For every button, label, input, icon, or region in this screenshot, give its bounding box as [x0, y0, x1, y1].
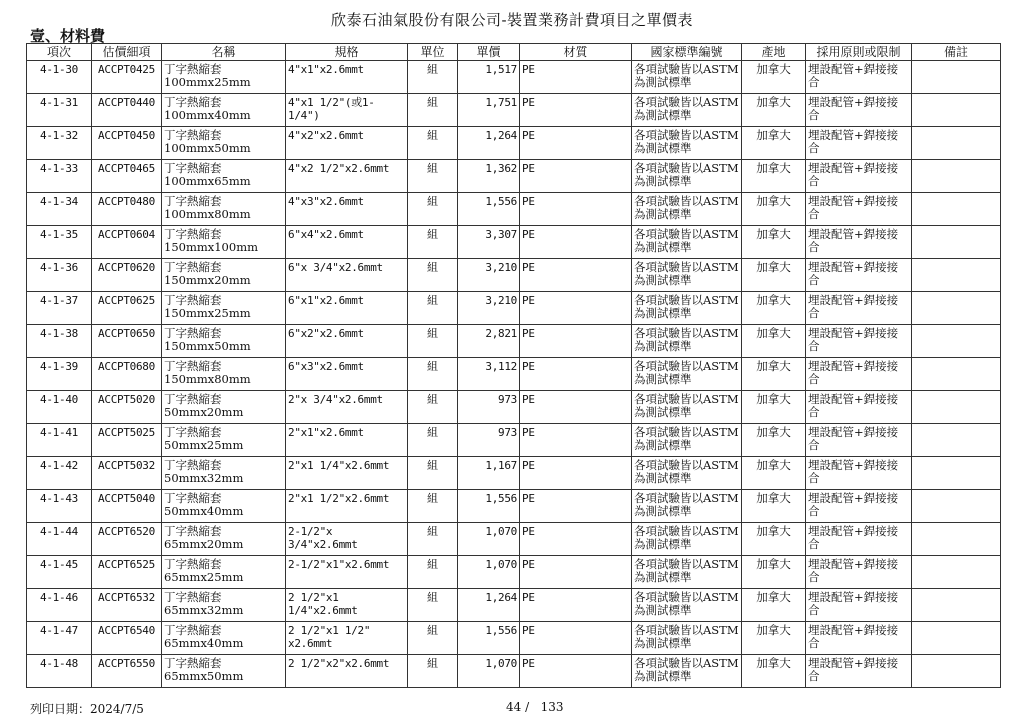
cell-note [912, 424, 1001, 457]
col-header-principle: 採用原則或限制 [806, 44, 912, 61]
col-header-spec: 規格 [286, 44, 408, 61]
table-row [27, 226, 1001, 259]
cell-note [912, 193, 1001, 226]
cell-name: 丁字熱縮套 100mmx65mm [162, 160, 286, 193]
cell-name: 丁字熱縮套 100mmx80mm [162, 193, 286, 226]
cell-principle: 埋設配管+銲接接合 [806, 655, 912, 688]
cell-standard: 各項試驗皆以ASTM為測試標準 [632, 259, 742, 292]
cell-spec: 2"x 3/4"x2.6mmt [286, 391, 408, 424]
cell-unit: 組 [408, 358, 458, 391]
table-row [27, 589, 1001, 622]
cell-note [912, 622, 1001, 655]
cell-unit: 組 [408, 94, 458, 127]
cell-note [912, 259, 1001, 292]
cell-price: 1,362 [458, 160, 520, 193]
cell-code: ACCPT0480 [92, 193, 162, 226]
cell-principle: 埋設配管+銲接接合 [806, 61, 912, 94]
cell-item-no: 4-1-34 [27, 193, 92, 226]
cell-material: PE [520, 556, 632, 589]
cell-price: 1,556 [458, 490, 520, 523]
cell-code: ACCPT0465 [92, 160, 162, 193]
cell-material: PE [520, 94, 632, 127]
cell-spec: 6"x4"x2.6mmt [286, 226, 408, 259]
cell-name: 丁字熱縮套 65mmx25mm [162, 556, 286, 589]
cell-unit: 組 [408, 226, 458, 259]
cell-material: PE [520, 358, 632, 391]
cell-code: ACCPT6540 [92, 622, 162, 655]
cell-spec: 2 1/2"x2"x2.6mmt [286, 655, 408, 688]
cell-principle: 埋設配管+銲接接合 [806, 94, 912, 127]
table-row [27, 424, 1001, 457]
cell-origin: 加拿大 [742, 424, 806, 457]
cell-price: 1,556 [458, 193, 520, 226]
cell-spec: 4"x3"x2.6mmt [286, 193, 408, 226]
cell-principle: 埋設配管+銲接接合 [806, 160, 912, 193]
cell-principle: 埋設配管+銲接接合 [806, 556, 912, 589]
cell-name: 丁字熱縮套 150mmx80mm [162, 358, 286, 391]
col-header-standard: 國家標準編號 [632, 44, 742, 61]
cell-price: 2,821 [458, 325, 520, 358]
cell-note [912, 457, 1001, 490]
cell-name: 丁字熱縮套 65mmx50mm [162, 655, 286, 688]
cell-unit: 組 [408, 490, 458, 523]
cell-origin: 加拿大 [742, 226, 806, 259]
cell-origin: 加拿大 [742, 655, 806, 688]
cell-code: ACCPT6525 [92, 556, 162, 589]
cell-item-no: 4-1-41 [27, 424, 92, 457]
cell-code: ACCPT0604 [92, 226, 162, 259]
cell-item-no: 4-1-38 [27, 325, 92, 358]
cell-unit: 組 [408, 61, 458, 94]
cell-standard: 各項試驗皆以ASTM為測試標準 [632, 160, 742, 193]
cell-origin: 加拿大 [742, 61, 806, 94]
cell-material: PE [520, 259, 632, 292]
table-header-row [27, 44, 1001, 61]
cell-spec: 2"x1 1/2"x2.6mmt [286, 490, 408, 523]
table-row [27, 61, 1001, 94]
cell-spec: 2"x1"x2.6mmt [286, 424, 408, 457]
cell-price: 1,070 [458, 655, 520, 688]
cell-spec: 2 1/2"x1 1/4"x2.6mmt [286, 589, 408, 622]
cell-unit: 組 [408, 655, 458, 688]
cell-name: 丁字熱縮套 65mmx40mm [162, 622, 286, 655]
table-row [27, 523, 1001, 556]
cell-price: 1,264 [458, 589, 520, 622]
cell-standard: 各項試驗皆以ASTM為測試標準 [632, 358, 742, 391]
cell-unit: 組 [408, 589, 458, 622]
cell-item-no: 4-1-45 [27, 556, 92, 589]
cell-origin: 加拿大 [742, 160, 806, 193]
cell-item-no: 4-1-47 [27, 622, 92, 655]
cell-origin: 加拿大 [742, 523, 806, 556]
cell-price: 1,556 [458, 622, 520, 655]
cell-code: ACCPT0620 [92, 259, 162, 292]
cell-code: ACCPT5032 [92, 457, 162, 490]
cell-item-no: 4-1-31 [27, 94, 92, 127]
cell-origin: 加拿大 [742, 391, 806, 424]
col-header-price: 單價 [458, 44, 520, 61]
cell-item-no: 4-1-37 [27, 292, 92, 325]
cell-origin: 加拿大 [742, 193, 806, 226]
cell-origin: 加拿大 [742, 259, 806, 292]
cell-material: PE [520, 457, 632, 490]
cell-standard: 各項試驗皆以ASTM為測試標準 [632, 226, 742, 259]
cell-note [912, 292, 1001, 325]
cell-note [912, 160, 1001, 193]
cell-price: 3,307 [458, 226, 520, 259]
cell-standard: 各項試驗皆以ASTM為測試標準 [632, 589, 742, 622]
cell-principle: 埋設配管+銲接接合 [806, 589, 912, 622]
cell-material: PE [520, 589, 632, 622]
cell-unit: 組 [408, 160, 458, 193]
cell-item-no: 4-1-32 [27, 127, 92, 160]
cell-note [912, 226, 1001, 259]
cell-spec: 4"x1"x2.6mmt [286, 61, 408, 94]
cell-price: 3,210 [458, 292, 520, 325]
cell-spec: 2-1/2"x1"x2.6mmt [286, 556, 408, 589]
col-header-material: 材質 [520, 44, 632, 61]
cell-unit: 組 [408, 556, 458, 589]
table-row [27, 193, 1001, 226]
cell-item-no: 4-1-43 [27, 490, 92, 523]
cell-spec: 2-1/2"x 3/4"x2.6mmt [286, 523, 408, 556]
cell-principle: 埋設配管+銲接接合 [806, 193, 912, 226]
cell-code: ACCPT5020 [92, 391, 162, 424]
col-header-note: 備註 [912, 44, 1001, 61]
cell-standard: 各項試驗皆以ASTM為測試標準 [632, 523, 742, 556]
cell-note [912, 490, 1001, 523]
cell-standard: 各項試驗皆以ASTM為測試標準 [632, 292, 742, 325]
cell-unit: 組 [408, 424, 458, 457]
cell-origin: 加拿大 [742, 556, 806, 589]
col-header-item-no: 項次 [27, 44, 92, 61]
cell-item-no: 4-1-33 [27, 160, 92, 193]
cell-item-no: 4-1-44 [27, 523, 92, 556]
cell-note [912, 61, 1001, 94]
cell-code: ACCPT6520 [92, 523, 162, 556]
cell-origin: 加拿大 [742, 490, 806, 523]
cell-price: 3,210 [458, 259, 520, 292]
cell-material: PE [520, 391, 632, 424]
col-header-code: 估價細項 [92, 44, 162, 61]
cell-material: PE [520, 160, 632, 193]
cell-price: 1,070 [458, 523, 520, 556]
cell-origin: 加拿大 [742, 127, 806, 160]
col-header-origin: 產地 [742, 44, 806, 61]
cell-spec: 6"x2"x2.6mmt [286, 325, 408, 358]
cell-note [912, 358, 1001, 391]
table-row [27, 391, 1001, 424]
cell-principle: 埋設配管+銲接接合 [806, 325, 912, 358]
cell-principle: 埋設配管+銲接接合 [806, 424, 912, 457]
cell-principle: 埋設配管+銲接接合 [806, 523, 912, 556]
cell-unit: 組 [408, 325, 458, 358]
cell-standard: 各項試驗皆以ASTM為測試標準 [632, 622, 742, 655]
cell-unit: 組 [408, 193, 458, 226]
cell-principle: 埋設配管+銲接接合 [806, 457, 912, 490]
cell-item-no: 4-1-36 [27, 259, 92, 292]
cell-unit: 組 [408, 292, 458, 325]
cell-price: 1,167 [458, 457, 520, 490]
cell-item-no: 4-1-30 [27, 61, 92, 94]
cell-price: 1,517 [458, 61, 520, 94]
cell-standard: 各項試驗皆以ASTM為測試標準 [632, 391, 742, 424]
cell-name: 丁字熱縮套 100mmx40mm [162, 94, 286, 127]
cell-name: 丁字熱縮套 50mmx20mm [162, 391, 286, 424]
cell-material: PE [520, 523, 632, 556]
table-row [27, 622, 1001, 655]
table-row [27, 358, 1001, 391]
cell-item-no: 4-1-46 [27, 589, 92, 622]
cell-code: ACCPT5040 [92, 490, 162, 523]
cell-material: PE [520, 424, 632, 457]
cell-price: 973 [458, 424, 520, 457]
cell-note [912, 523, 1001, 556]
table-row [27, 490, 1001, 523]
cell-material: PE [520, 61, 632, 94]
cell-name: 丁字熱縮套 150mmx50mm [162, 325, 286, 358]
cell-principle: 埋設配管+銲接接合 [806, 622, 912, 655]
cell-code: ACCPT0440 [92, 94, 162, 127]
cell-material: PE [520, 292, 632, 325]
cell-note [912, 325, 1001, 358]
cell-item-no: 4-1-48 [27, 655, 92, 688]
cell-code: ACCPT0625 [92, 292, 162, 325]
cell-material: PE [520, 655, 632, 688]
cell-code: ACCPT0425 [92, 61, 162, 94]
col-header-unit: 單位 [408, 44, 458, 61]
cell-note [912, 127, 1001, 160]
cell-price: 1,070 [458, 556, 520, 589]
cell-principle: 埋設配管+銲接接合 [806, 292, 912, 325]
cell-spec: 6"x1"x2.6mmt [286, 292, 408, 325]
cell-name: 丁字熱縮套 150mmx25mm [162, 292, 286, 325]
page-title: 欣泰石油氣股份有限公司-裝置業務計費項目之單價表 [330, 11, 694, 29]
cell-standard: 各項試驗皆以ASTM為測試標準 [632, 61, 742, 94]
cell-spec: 6"x 3/4"x2.6mmt [286, 259, 408, 292]
cell-name: 丁字熱縮套 65mmx32mm [162, 589, 286, 622]
cell-principle: 埋設配管+銲接接合 [806, 259, 912, 292]
cell-name: 丁字熱縮套 150mmx100mm [162, 226, 286, 259]
cell-unit: 組 [408, 457, 458, 490]
cell-item-no: 4-1-35 [27, 226, 92, 259]
cell-principle: 埋設配管+銲接接合 [806, 226, 912, 259]
cell-origin: 加拿大 [742, 325, 806, 358]
cell-material: PE [520, 193, 632, 226]
section-heading: 壹、材料費 [30, 27, 106, 45]
cell-origin: 加拿大 [742, 589, 806, 622]
cell-price: 3,112 [458, 358, 520, 391]
cell-standard: 各項試驗皆以ASTM為測試標準 [632, 193, 742, 226]
cell-note [912, 556, 1001, 589]
cell-origin: 加拿大 [742, 358, 806, 391]
cell-material: PE [520, 325, 632, 358]
cell-standard: 各項試驗皆以ASTM為測試標準 [632, 94, 742, 127]
table-body [27, 61, 1001, 688]
cell-origin: 加拿大 [742, 94, 806, 127]
cell-price: 1,264 [458, 127, 520, 160]
cell-code: ACCPT0680 [92, 358, 162, 391]
cell-principle: 埋設配管+銲接接合 [806, 358, 912, 391]
cell-spec: 4"x2 1/2"x2.6mmt [286, 160, 408, 193]
cell-code: ACCPT0450 [92, 127, 162, 160]
cell-material: PE [520, 226, 632, 259]
cell-spec: 2"x1 1/4"x2.6mmt [286, 457, 408, 490]
cell-origin: 加拿大 [742, 622, 806, 655]
print-date: 列印日期：2024/7/5 [30, 702, 144, 716]
cell-standard: 各項試驗皆以ASTM為測試標準 [632, 490, 742, 523]
cell-unit: 組 [408, 259, 458, 292]
cell-unit: 組 [408, 622, 458, 655]
price-table [26, 43, 1001, 688]
cell-material: PE [520, 490, 632, 523]
cell-standard: 各項試驗皆以ASTM為測試標準 [632, 457, 742, 490]
table-row [27, 556, 1001, 589]
cell-standard: 各項試驗皆以ASTM為測試標準 [632, 325, 742, 358]
cell-standard: 各項試驗皆以ASTM為測試標準 [632, 556, 742, 589]
table-row [27, 127, 1001, 160]
cell-unit: 組 [408, 391, 458, 424]
cell-principle: 埋設配管+銲接接合 [806, 127, 912, 160]
cell-material: PE [520, 127, 632, 160]
cell-unit: 組 [408, 523, 458, 556]
cell-name: 丁字熱縮套 50mmx40mm [162, 490, 286, 523]
cell-note [912, 391, 1001, 424]
col-header-name: 名稱 [162, 44, 286, 61]
table-row [27, 94, 1001, 127]
cell-origin: 加拿大 [742, 292, 806, 325]
table-row [27, 457, 1001, 490]
cell-spec: 6"x3"x2.6mmt [286, 358, 408, 391]
cell-code: ACCPT6550 [92, 655, 162, 688]
cell-name: 丁字熱縮套 50mmx25mm [162, 424, 286, 457]
cell-code: ACCPT6532 [92, 589, 162, 622]
cell-standard: 各項試驗皆以ASTM為測試標準 [632, 127, 742, 160]
table-row [27, 655, 1001, 688]
cell-name: 丁字熱縮套 150mmx20mm [162, 259, 286, 292]
cell-principle: 埋設配管+銲接接合 [806, 490, 912, 523]
cell-standard: 各項試驗皆以ASTM為測試標準 [632, 424, 742, 457]
cell-code: ACCPT5025 [92, 424, 162, 457]
cell-price: 1,751 [458, 94, 520, 127]
cell-spec: 4"x2"x2.6mmt [286, 127, 408, 160]
page-number: 44 / 133 [506, 700, 564, 714]
cell-note [912, 589, 1001, 622]
cell-principle: 埋設配管+銲接接合 [806, 391, 912, 424]
table-row [27, 259, 1001, 292]
cell-item-no: 4-1-40 [27, 391, 92, 424]
cell-spec: 2 1/2"x1 1/2" x2.6mmt [286, 622, 408, 655]
cell-note [912, 94, 1001, 127]
cell-name: 丁字熱縮套 100mmx25mm [162, 61, 286, 94]
cell-name: 丁字熱縮套 100mmx50mm [162, 127, 286, 160]
cell-price: 973 [458, 391, 520, 424]
cell-item-no: 4-1-39 [27, 358, 92, 391]
cell-item-no: 4-1-42 [27, 457, 92, 490]
cell-material: PE [520, 622, 632, 655]
table-row [27, 292, 1001, 325]
cell-name: 丁字熱縮套 65mmx20mm [162, 523, 286, 556]
table-row [27, 325, 1001, 358]
cell-spec: 4"x1 1/2"(或1-1/4") [286, 94, 408, 127]
cell-unit: 組 [408, 127, 458, 160]
cell-origin: 加拿大 [742, 457, 806, 490]
cell-code: ACCPT0650 [92, 325, 162, 358]
cell-name: 丁字熱縮套 50mmx32mm [162, 457, 286, 490]
cell-standard: 各項試驗皆以ASTM為測試標準 [632, 655, 742, 688]
cell-note [912, 655, 1001, 688]
table-row [27, 160, 1001, 193]
